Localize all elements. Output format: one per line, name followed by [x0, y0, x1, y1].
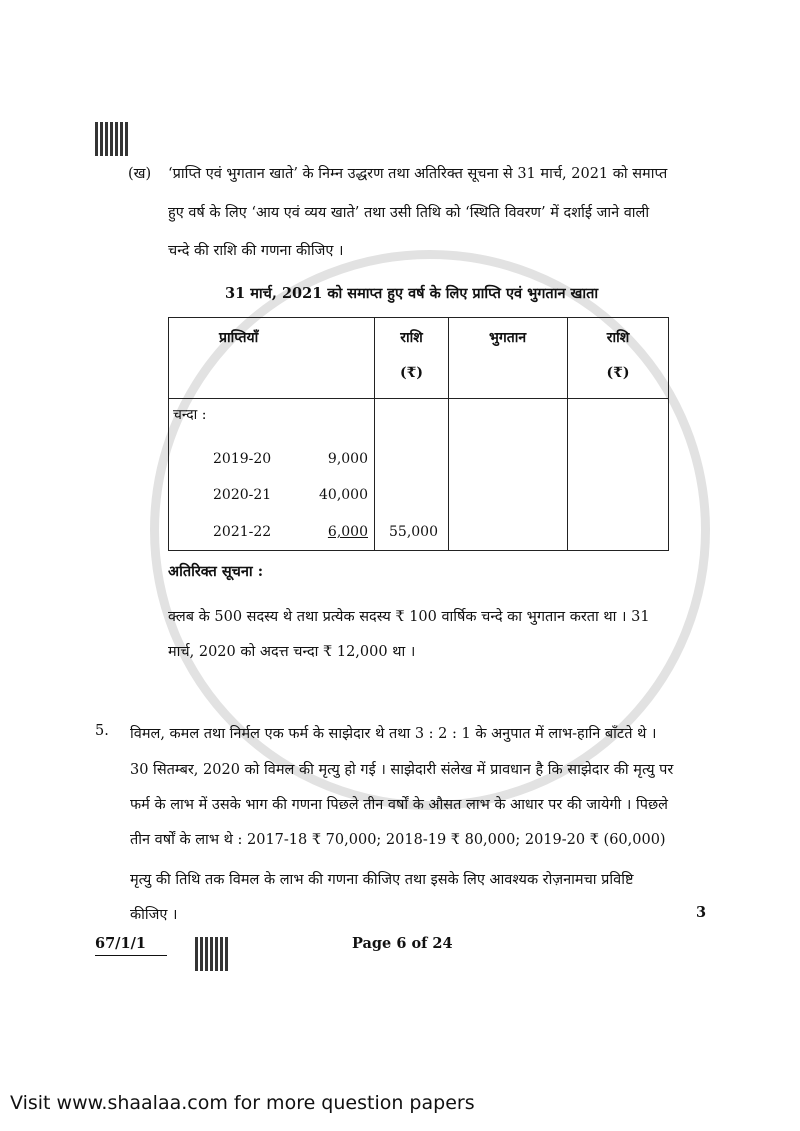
qr-code-icon: [95, 122, 129, 156]
receipts-payments-table: [168, 317, 669, 551]
q5-line: विमल, कमल तथा निर्मल एक फर्म के साझेदार थे तथा 3 : 2 : 1 के अनुपात में लाभ-हानि बाँटते थे ।: [130, 726, 657, 742]
subscription-label: चन्दा :: [173, 407, 207, 423]
year: 2020-21: [213, 487, 272, 503]
currency-label: (₹): [606, 365, 630, 381]
info-line: क्लब के 500 सदस्य थे तथा प्रत्येक सदस्य ₹ 100 वार्षिक चन्दे का भुगतान करता था । 31: [168, 609, 650, 625]
amount: 6,000: [327, 524, 368, 540]
q5-line: कीजिए ।: [130, 907, 178, 923]
header-payments: भुगतान: [489, 330, 527, 346]
part-label: (ख): [128, 166, 152, 182]
intro-line: ‘प्राप्ति एवं भुगतान खाते’ के निम्न उद्धरण तथा अतिरिक्त सूचना से 31 मार्च, 2021 को समाप्त: [168, 166, 668, 182]
page-number: Page 6 of 24: [352, 935, 453, 952]
currency-label: (₹): [400, 365, 423, 381]
header-amount: राशि: [400, 330, 423, 346]
qr-code-icon: [195, 937, 229, 971]
additional-info-label: अतिरिक्त सूचना :: [168, 563, 264, 580]
q5-line: मृत्यु की तिथि तक विमल के लाभ की गणना कीजिए तथा इसके लिए आवश्यक रोज़नामचा प्रविष्टि: [130, 872, 634, 888]
marks: 3: [696, 904, 707, 921]
q5-line: फर्म के लाभ में उसके भाग की गणना पिछले तीन वर्षों के औसत लाभ के आधार पर की जायेगी । पिछले: [130, 797, 668, 813]
intro-line: चन्दे की राशि की गणना कीजिए ।: [168, 243, 344, 259]
amount: 40,000: [319, 487, 368, 503]
header-amount: राशि: [606, 330, 630, 346]
year: 2021-22: [213, 524, 272, 540]
header-receipts: प्राप्तियाँ: [219, 330, 259, 346]
bottom-banner[interactable]: Visit www.shaalaa.com for more question papers: [10, 1092, 475, 1114]
paper-code: 67/1/1: [95, 935, 167, 956]
question-number: 5.: [95, 723, 109, 739]
q5-line: तीन वर्षों के लाभ थे : 2017-18 ₹ 70,000; 2018-19 ₹ 80,000; 2019-20 ₹ (60,000): [130, 832, 666, 848]
total-amount: 55,000: [389, 524, 438, 540]
q5-line: 30 सितम्बर, 2020 को विमल की मृत्यु हो गई । साझेदारी संलेख में प्रावधान है कि साझेदार की मृत्यु पर: [130, 762, 674, 778]
intro-line: हुए वर्ष के लिए ‘आय एवं व्यय खाते’ तथा उसी तिथि को ‘स्थिति विवरण’ में दर्शाई जाने वाली: [168, 205, 650, 221]
info-line: मार्च, 2020 को अदत्त चन्दा ₹ 12,000 था ।: [168, 644, 416, 660]
amount: 9,000: [327, 451, 368, 467]
table-title: 31 मार्च, 2021 को समाप्त हुए वर्ष के लिए प्राप्ति एवं भुगतान खाता: [225, 285, 599, 302]
year: 2019-20: [213, 451, 272, 467]
